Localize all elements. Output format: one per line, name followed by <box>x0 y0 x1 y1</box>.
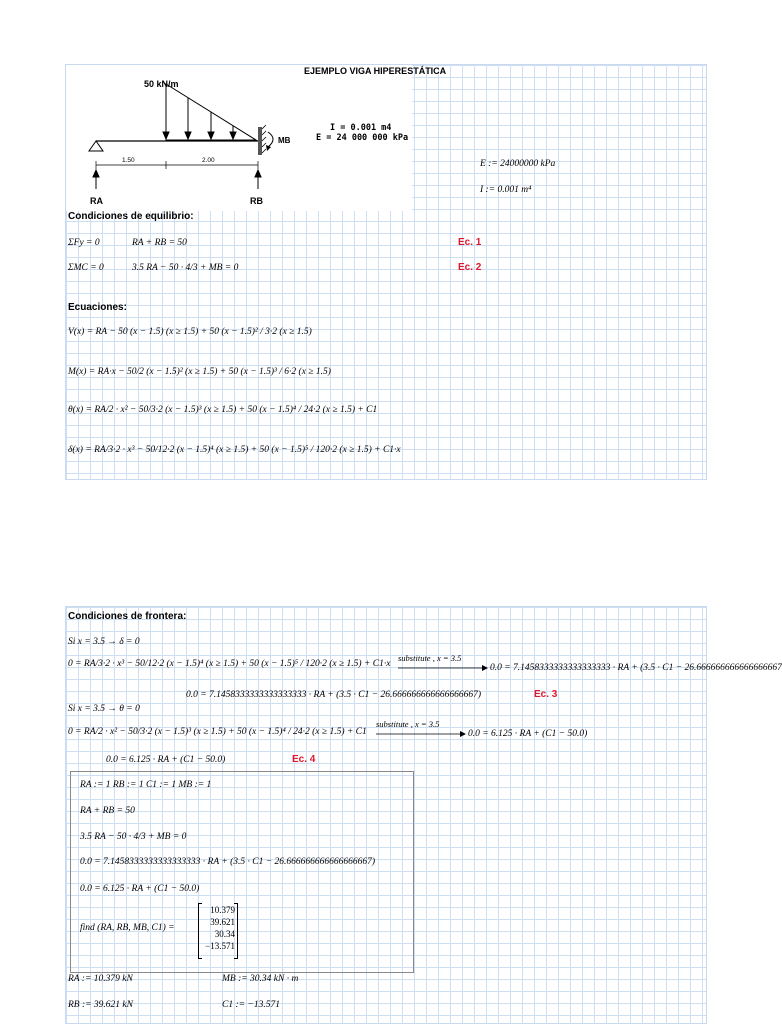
equations-heading: Ecuaciones: <box>68 302 127 313</box>
reaction-a-label: RA <box>90 196 103 206</box>
find-function[interactable]: find (RA, RB, MB, C1) = <box>80 923 175 933</box>
solution-vector <box>203 904 235 952</box>
matrix-left-bracket <box>198 903 202 959</box>
moment-label: MB <box>278 136 291 145</box>
solution-rb: 39.621 <box>210 917 235 927</box>
result-ra[interactable]: RA := 10.379 kN <box>68 974 133 984</box>
constraint-4[interactable]: 0.0 = 6.125 · RA + (C1 − 50.0) <box>80 884 200 894</box>
boundary-simplified-2[interactable]: 0.0 = 6.125 · RA + (C1 − 50.0) <box>106 755 226 765</box>
substitute-operator-2: substitute , x = 3.5 <box>376 719 440 729</box>
result-c1[interactable]: C1 := −13.571 <box>222 1000 280 1010</box>
dimension-1: 1.50 <box>122 157 135 164</box>
substitute-arrow-2 <box>376 731 466 737</box>
boundary-simplified-1[interactable]: 0.0 = 7.1458333333333333333 · RA + (3.5 · C1 − 26.666666666666666667) <box>186 690 482 700</box>
modulus-definition[interactable]: E := 24000000 kPa <box>480 159 556 169</box>
solution-mb: 30.34 <box>214 929 235 939</box>
solve-block[interactable] <box>70 771 414 973</box>
reaction-b-label: RB <box>250 196 263 206</box>
equation-ref-1: Ec. 1 <box>458 237 482 248</box>
equilibrium-force-label[interactable]: ΣFy = 0 <box>68 238 100 248</box>
substitute-arrow-1 <box>398 665 488 671</box>
boundary-result-2[interactable]: 0.0 = 6.125 · RA + (C1 − 50.0) <box>468 729 588 739</box>
modulus-label: E = 24 000 000 kPa <box>316 133 409 143</box>
equation-ref-3: Ec. 3 <box>534 689 558 700</box>
boundary-heading: Condiciones de frontera: <box>68 611 187 622</box>
result-mb[interactable]: MB := 30.34 kN · m <box>222 974 299 984</box>
page-title: EJEMPLO VIGA HIPERESTÁTICA <box>304 66 447 76</box>
inertia-label: I = 0.001 m4 <box>330 123 392 133</box>
solution-ra: 10.379 <box>210 905 235 915</box>
inertia-definition[interactable]: I := 0.001 m⁴ <box>480 185 532 195</box>
moment-equation[interactable]: M(x) = RA·x − 50/2 (x − 1.5)² (x ≥ 1.5) + 50 (x − 1.5)³ / 6·2 (x ≥ 1.5) <box>68 367 331 377</box>
result-rb[interactable]: RB := 39.621 kN <box>68 1000 133 1010</box>
worksheet-page-1 <box>65 64 707 480</box>
constraint-2[interactable]: 3.5 RA − 50 · 4/3 + MB = 0 <box>80 832 187 842</box>
boundary-equation-2[interactable]: 0 = RA/2 · x² − 50/3·2 (x − 1.5)³ (x ≥ 1.5) + 50 (x − 1.5)⁴ / 24·2 (x ≥ 1.5) + C1 <box>68 727 367 737</box>
equilibrium-force-equation[interactable]: RA + RB = 50 <box>132 238 187 248</box>
equilibrium-moment-equation[interactable]: 3.5 RA − 50 · 4/3 + MB = 0 <box>132 263 239 273</box>
equation-ref-4: Ec. 4 <box>292 754 316 765</box>
load-label: 50 kN/m <box>144 79 179 89</box>
rotation-equation[interactable]: θ(x) = RA/2 · x² − 50/3·2 (x − 1.5)³ (x ≥ 1.5) + 50 (x − 1.5)⁴ / 24·2 (x ≥ 1.5) + C1 <box>68 405 378 415</box>
substitute-operator-1: substitute , x = 3.5 <box>398 653 462 663</box>
equation-ref-2: Ec. 2 <box>458 262 482 273</box>
shear-equation[interactable]: V(x) = RA − 50 (x − 1.5) (x ≥ 1.5) + 50 (x − 1.5)² / 3·2 (x ≥ 1.5) <box>68 327 312 337</box>
deflection-equation[interactable]: δ(x) = RA/3·2 · x³ − 50/12·2 (x − 1.5)⁴ (x ≥ 1.5) + 50 (x − 1.5)⁵ / 120·2 (x ≥ 1.5) + C1·x <box>68 445 401 455</box>
initial-guesses[interactable]: RA := 1 RB := 1 C1 := 1 MB := 1 <box>80 780 212 790</box>
equilibrium-heading: Condiciones de equilibrio: <box>68 211 194 222</box>
constraint-3[interactable]: 0.0 = 7.1458333333333333333 · RA + (3.5 · C1 − 26.666666666666666667) <box>80 857 376 867</box>
equilibrium-moment-label[interactable]: ΣMC = 0 <box>68 263 104 273</box>
dimension-2: 2.00 <box>202 157 215 164</box>
boundary-condition-1[interactable]: Si x = 3.5 → δ = 0 <box>68 637 140 647</box>
boundary-equation-1[interactable]: 0 = RA/3·2 · x³ − 50/12·2 (x − 1.5)⁴ (x ≥ 1.5) + 50 (x − 1.5)⁵ / 120·2 (x ≥ 1.5) + C1·x <box>68 659 391 669</box>
constraint-1[interactable]: RA + RB = 50 <box>80 806 135 816</box>
boundary-result-1[interactable]: 0.0 = 7.1458333333333333333 · RA + (3.5 · C1 − 26.666666666666666667 <box>490 663 782 673</box>
boundary-condition-2[interactable]: Si x = 3.5 → θ = 0 <box>68 704 140 714</box>
worksheet-page-2 <box>65 606 782 1024</box>
solution-c1: −13.571 <box>205 941 235 951</box>
